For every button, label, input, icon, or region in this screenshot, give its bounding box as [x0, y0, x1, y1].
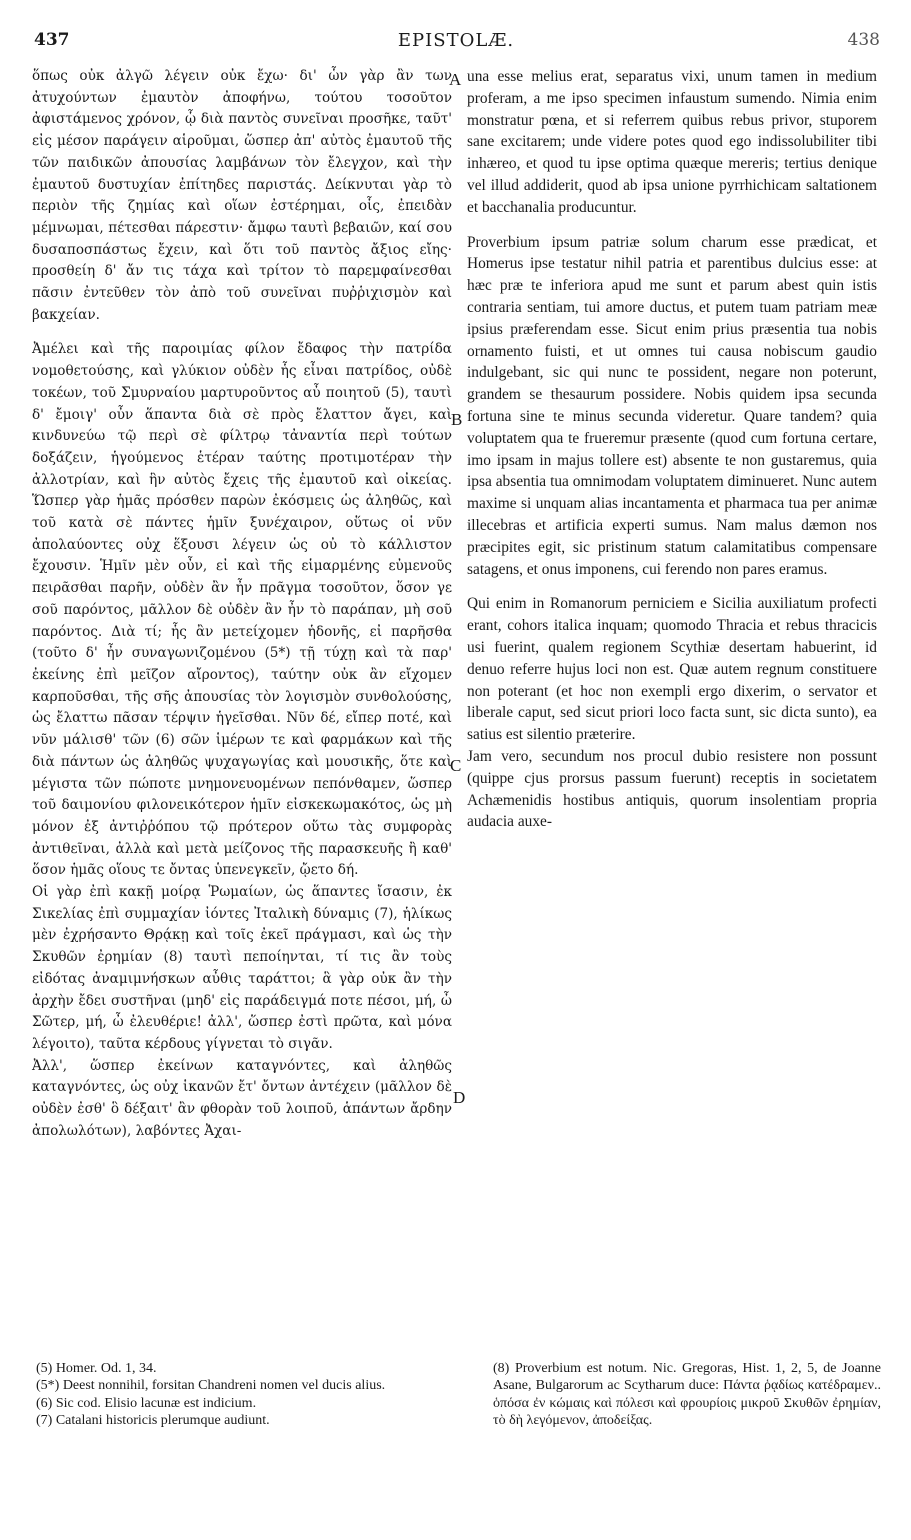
footnotes-left: [36, 1360, 436, 1429]
greek-paragraph: Οἱ γὰρ ἐπὶ κακῇ μοίρᾳ Ῥωμαίων, ὡς ἅπαντες ἴσασιν, ἐκ Σικελίας ἐπὶ συμμαχίαν ἰόντες Ἰταλικὴ δύναμις (7), ἡλίκως μὲν ἐχρήσαντο Θρᾴκῃ καὶ τοῖς ἐκεῖ πράγμασι, καὶ ὡς τὴν Σκυθῶν ἐρημίαν (8) ταυτὶ πεποίηνται, τί τις ἂν τοὺς εἰδότας ἀναμιμνήσκων αὖθις ταράττοι; ἃ γὰρ οὐκ ἂν τὴν ἀρχὴν ἔδει συστῆναι (μηδ' εἰς παράδειγμά ποτε πέσοι, μή, ὦ Σῶτερ, μή, ὦ ἐλευθέριε! ἀλλ', ὥσπερ ἐστὶ πρῶτα, καὶ μόνα λέγοιτο), ταῦτα κέρδους γίγνεται τὸ σιγᾶν.: [32, 884, 452, 1052]
page-header: [32, 30, 880, 52]
greek-paragraph: ὅπως οὐκ ἀλγῶ λέγειν οὐκ ἔχω· δι' ὧν γὰρ ἂν των ἀτυχούντων ἐμαυτὸν ἀποφήνω, τούτου τοσοῦτον ἀφιστάμενος χρόνον, ᾧ διὰ παντὸς συνεῖναι προσῆκε, ταῦτ' εἰς μέσον παράγειν αἱροῦμαι, ὥσπερ ἀπ' αὐτὸς ἐμαυτοῦ τῆς τῶν παιδικῶν ἀπουσίας λαμβάνων τὸν ἔλεγχον, καὶ τὴν ἐμαυτοῦ δυστυχίαν ἐπίτηδες παριστάς. Δείκνυται γὰρ τὸ περιὸν τῆς ζημίας καὶ οἵων ἐστέρημαι, οἷς, ἐπειδὰν μέμνωμαι, πέτεσθαι πάρεστιν· ἄμφω ταυτὶ βεβαιῶν, καί σου δυσαποσπάστως ἔχειν, καὶ ὅτι τοῦ παντὸς ἄξιος εἴης· προσθείη δ' ἄν τις τάχα καὶ τρίτον τὸ παρεμφαίνεσθαι πᾶσιν ἐντεῦθεν τὸν ἀπὸ τοῦ συνεῖναι πυῤῥιχισμὸν καὶ βακχείαν.: [32, 68, 452, 323]
section-marker-b: B: [451, 410, 463, 429]
running-title: EPISTOLÆ.: [397, 30, 515, 51]
latin-column: [467, 66, 877, 833]
section-marker-c: C: [450, 756, 462, 775]
latin-paragraph: Qui enim in Romanorum perniciem e Sicilia auxiliatum profecti erant, cohors italica inquam; quomodo Thracia et rebus thracicis usi fuerint, qualem regionem Scythiæ desertam habuerint, id denuo referre hujus loci non est. Quæ autem regnum constituere non poterant (et hoc non exempli ergo dixerim, o servator et liberale caput, sed sicut priori loco facta sunt, sic dicta sunto), ea satius est silentio præterire.: [467, 595, 877, 744]
latin-paragraph: Jam vero, secundum nos procul dubio resistere non possunt (quippe cjus prorsus passum fuerunt) receptis in societatem Achæmenidis hostibus antiquis, quorum insolentiam propria audacia auxe-: [467, 747, 877, 831]
greek-paragraph: Ἀλλ', ὥσπερ ἐκείνων καταγνόντες, καὶ ἀληθῶς καταγνόντες, ὡς οὐχ ἱκανῶν ἔτ' ὄντων ἀντέχειν (μᾶλλον δὲ οὐδὲν ἐσθ' ὃ δέξαιτ' ἂν φθορὰν τοῦ λοιποῦ, ἁπάντων ἄρδην ἀπολωλότων), λαβόντες Ἀχαι-: [32, 1057, 452, 1139]
latin-paragraph: Proverbium ipsum patriæ solum charum esse prædicat, et Homerus ipse testatur nihil patria et parentibus dulcius esse: at hæc præ te inferiora apud me sunt et parum abest quin istis contraria sentiam, tui amore ductus, et putem tuam patriam meæ ipsius præferendam esse. Sicut enim prius præsentia tua nobis ornamento fuisti, et ut omnes tui causa nobiscum gaudio indulgebant, sic qui nunc te possident, negare non poterunt, grandem se thesaurum possidere. Nobis quidem ipsa secunda fortuna sine te minus secunda videretur. Quare tandem? quia voluptatem qua te frueremur præsente (quod cum fortuna certare, imo ipsam in majus tollere est) absente te non gustaremus, quia ipsa absentia tua omnimodam voluptatem diminueret. Nunc autem maxime si unquam alias incantamenta et pharmaca tua per animæ illecebras et artificia experti sumus. Nam malus dæmon nos præcipites egit, sic pristinum statum calamitatibus compensare satagens, et onus imponens, cui ferendo non pares eramus.: [467, 233, 877, 578]
section-marker-a: A: [449, 70, 462, 89]
footnote: (5*) Deest nonnihil, forsitan Chandreni nomen vel ducis alius.: [36, 1378, 386, 1394]
footnotes-right: [493, 1360, 881, 1429]
footnote: (7) Catalani historicis plerumque audiunt.: [36, 1412, 270, 1428]
page-number-right: 438: [847, 30, 880, 50]
greek-paragraph: Ἀμέλει καὶ τῆς παροιμίας φίλον ἔδαφος τὴν πατρίδα νομοθετούσης, καὶ γλύκιον οὐδὲν ἧς εἶναι πατρίδος, οὐδὲ τοκέων, τοῦ Σμυρναίου μαρτυροῦντος αὖ ποιητοῦ (5), ταυτὶ δ' ἔμοιγ' οὖν ἅπαντα διὰ σὲ πρὸς ἔλαττον ἄγει, καὶ κινδυνεύω τῷ περὶ σὲ φίλτρῳ τἀναντία περὶ τούτων δοξάζειν, ἡγούμενος ἑτέραν ταύτης προτιμοτέραν τὴν ἀλλοτρίαν, καὶ ἣν αὐτὸς ἔχεις τῆς ἐμαυτοῦ καὶ οἰκείας. Ὥσπερ γὰρ ἡμᾶς πρόσθεν παρὼν ἐκόσμεις ὡς ἀληθῶς, καὶ τοῦ κατὰ σὲ πάντες ἡμῖν ξυνέχαιρον, οὕτως οἱ νῦν ἀπολαύοντες οὐχ ἕξουσι λέγειν ὡς οὐ τὸ κάλλιστον ἔχουσιν. Ἡμῖν μὲν οὖν, εἰ καὶ τῆς εἱμαρμένης εὐμενοῦς πειρᾶσθαι παρῆν, οὐδὲν ἂν ἦν πρᾶγμα τοσοῦτον, ὅσον γε σοῦ παρόντος, μᾶλλον δὲ οὐδὲν ἂν ἦν τὸ παράπαν, μὴ σοῦ παρόντος. Διὰ τί; ἧς ἂν μετείχομεν ἡδονῆς, εἰ παρῆσθα (τοῦτο δ' ἦν συναγωνιζομένου (5*) τῇ τύχῃ καὶ τὰ παρ' ἐκείνης ἐπὶ μεῖζον αἴροντος), ταύτην οὐκ ἂν εἴχομεν καρποῦσθαι, τῆς σῆς ἀπουσίας τὸν λογισμὸν συνθολούσης, ὡς ἔλαττω πᾶσαν τέρψιν ἡγεῖσθαι. Νῦν δέ, εἴπερ ποτέ, καὶ νῦν μάλισθ' τῶν (6) σῶν ἱμέρων τε καὶ φαρμάκων καὶ τῆς διὰ πάντων ὡς ἀληθῶς ψυχαγωγίας καὶ μουσικῆς, ὅτε καὶ μέγιστα τῶν πώποτε μνημονευομένων πεπόνθαμεν, ὥσπερ τοῦ δαιμονίου φιλονεικότερον ἡμῖν εἰσκεκωμακότος, ὡς μὴ μόνον ἐξ ἀντιῤῥόπου τῷ πρότερον οὕτω τὰς συμφορὰς ἀντιθεῖναι, ἀλλὰ καὶ μετὰ μείζονος τῆς παρασκευῆς ἢ καθ' ὅσον ἡμᾶς οἵους τε ὄντας ὑπενεγκεῖν, ᾤετο δή.: [32, 341, 452, 879]
footnote: (6) Sic cod. Elisio lacunæ est indicium.: [36, 1395, 257, 1411]
page-number-left: 437: [34, 30, 70, 50]
footnote: (5) Homer. Od. 1, 34.: [36, 1361, 157, 1376]
latin-paragraph: una esse melius erat, separatus vixi, unum tamen in medium proferam, a me ipso specimen infaustum sumendo. Nimia enim monstratur pœna, et si referrem quibus rebus privor, stuporem sane excitarem; unde videre potes quod ego indissolubiliter tibi inhæreo, et quod tu ipse optima quæque mereris; tertius denique vel illud addiderit, quod ab ipsa unione pyrrhichicam saltationem et bacchanalia producuntur.: [467, 68, 877, 216]
section-marker-d: D: [453, 1088, 466, 1107]
greek-column: [32, 66, 452, 1142]
footnote: (8) Proverbium est notum. Nic. Gregoras, Hist. 1, 2, 5, de Joanne Asane, Bulgarorum ac Scytharum duce: Πάντα ῥᾳδίως κατέδραμεν.. ὁπόσα ἐν κώμαις καὶ πόλεσι καὶ φρουρίοις μικροῦ Σκυθῶν ἐρημίαν, τὸ δὴ λεγόμενον, ἀποδείξας.: [493, 1361, 881, 1428]
